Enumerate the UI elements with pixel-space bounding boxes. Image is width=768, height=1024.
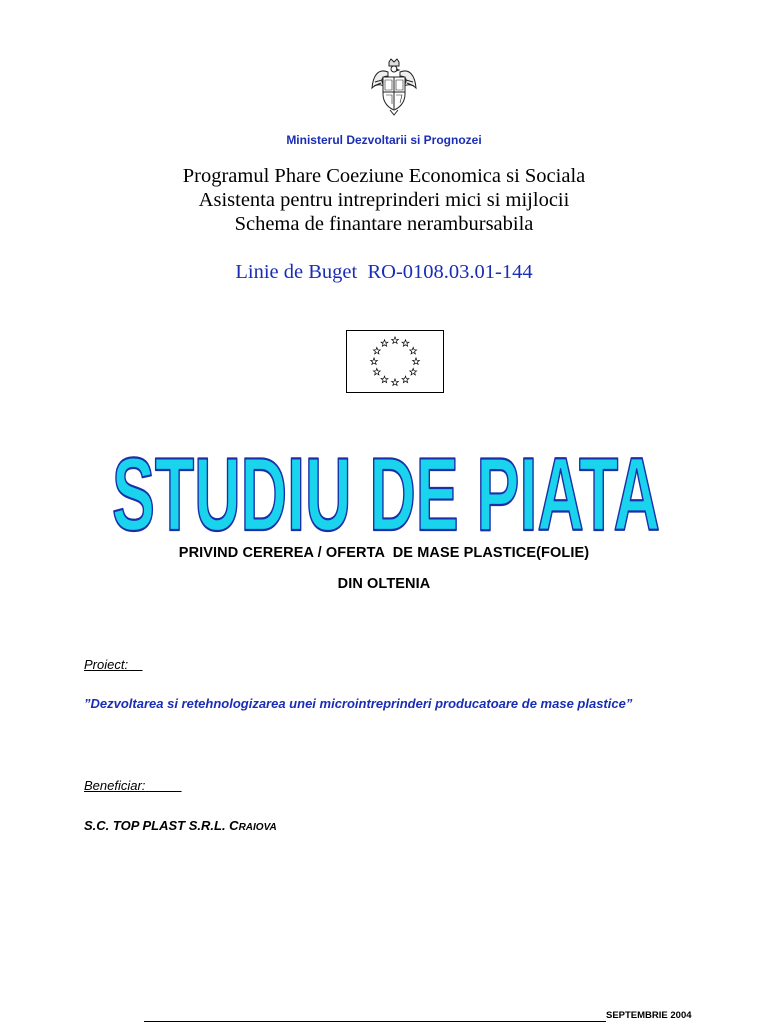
beneficiary-name-smallcaps: RAIOVA — [238, 822, 277, 833]
project-label-text — [84, 657, 143, 672]
beneficiary-label-text — [84, 778, 182, 793]
subtitle-line-2: DIN OLTENIA — [337, 576, 431, 592]
budget-line — [0, 261, 768, 284]
beneficiary-label-value: Beneficiar: — [84, 778, 146, 793]
main-title — [104, 440, 668, 540]
signature-rule — [144, 1021, 606, 1022]
program-line-3: Schema de finantare nerambursabila — [234, 213, 534, 235]
ministry-name: Ministerul Dezvoltarii si Prognozei — [286, 133, 482, 147]
beneficiary-name-main: S.C. TOP PLAST S.R.L. C — [84, 818, 239, 833]
program-line-1: Programul Phare Coeziune Economica si Sociala — [182, 165, 586, 187]
project-label-value: Proiect: — [84, 657, 129, 672]
eu-flag-icon — [346, 330, 444, 393]
project-title: ”Dezvoltarea si retehnologizarea unei microintreprinderi producatoare de mase plastice” — [84, 696, 633, 711]
romania-coat-of-arms-icon — [370, 58, 418, 116]
beneficiary-label — [84, 778, 182, 793]
document-date: SEPTEMBRIE 2004 — [606, 1010, 692, 1021]
project-label — [84, 657, 143, 672]
beneficiary-name — [84, 818, 277, 833]
program-line-2: Asistenta pentru intreprinderi mici si mijlocii — [198, 189, 570, 211]
main-title-text: STUDIU DE PIATA — [112, 440, 660, 540]
subtitle-line-1: PRIVIND CEREREA / OFERTA DE MASE PLASTICE(FOLIE) — [178, 545, 590, 561]
budget-line-text: Linie de Buget RO-0108.03.01-144 — [235, 261, 533, 283]
